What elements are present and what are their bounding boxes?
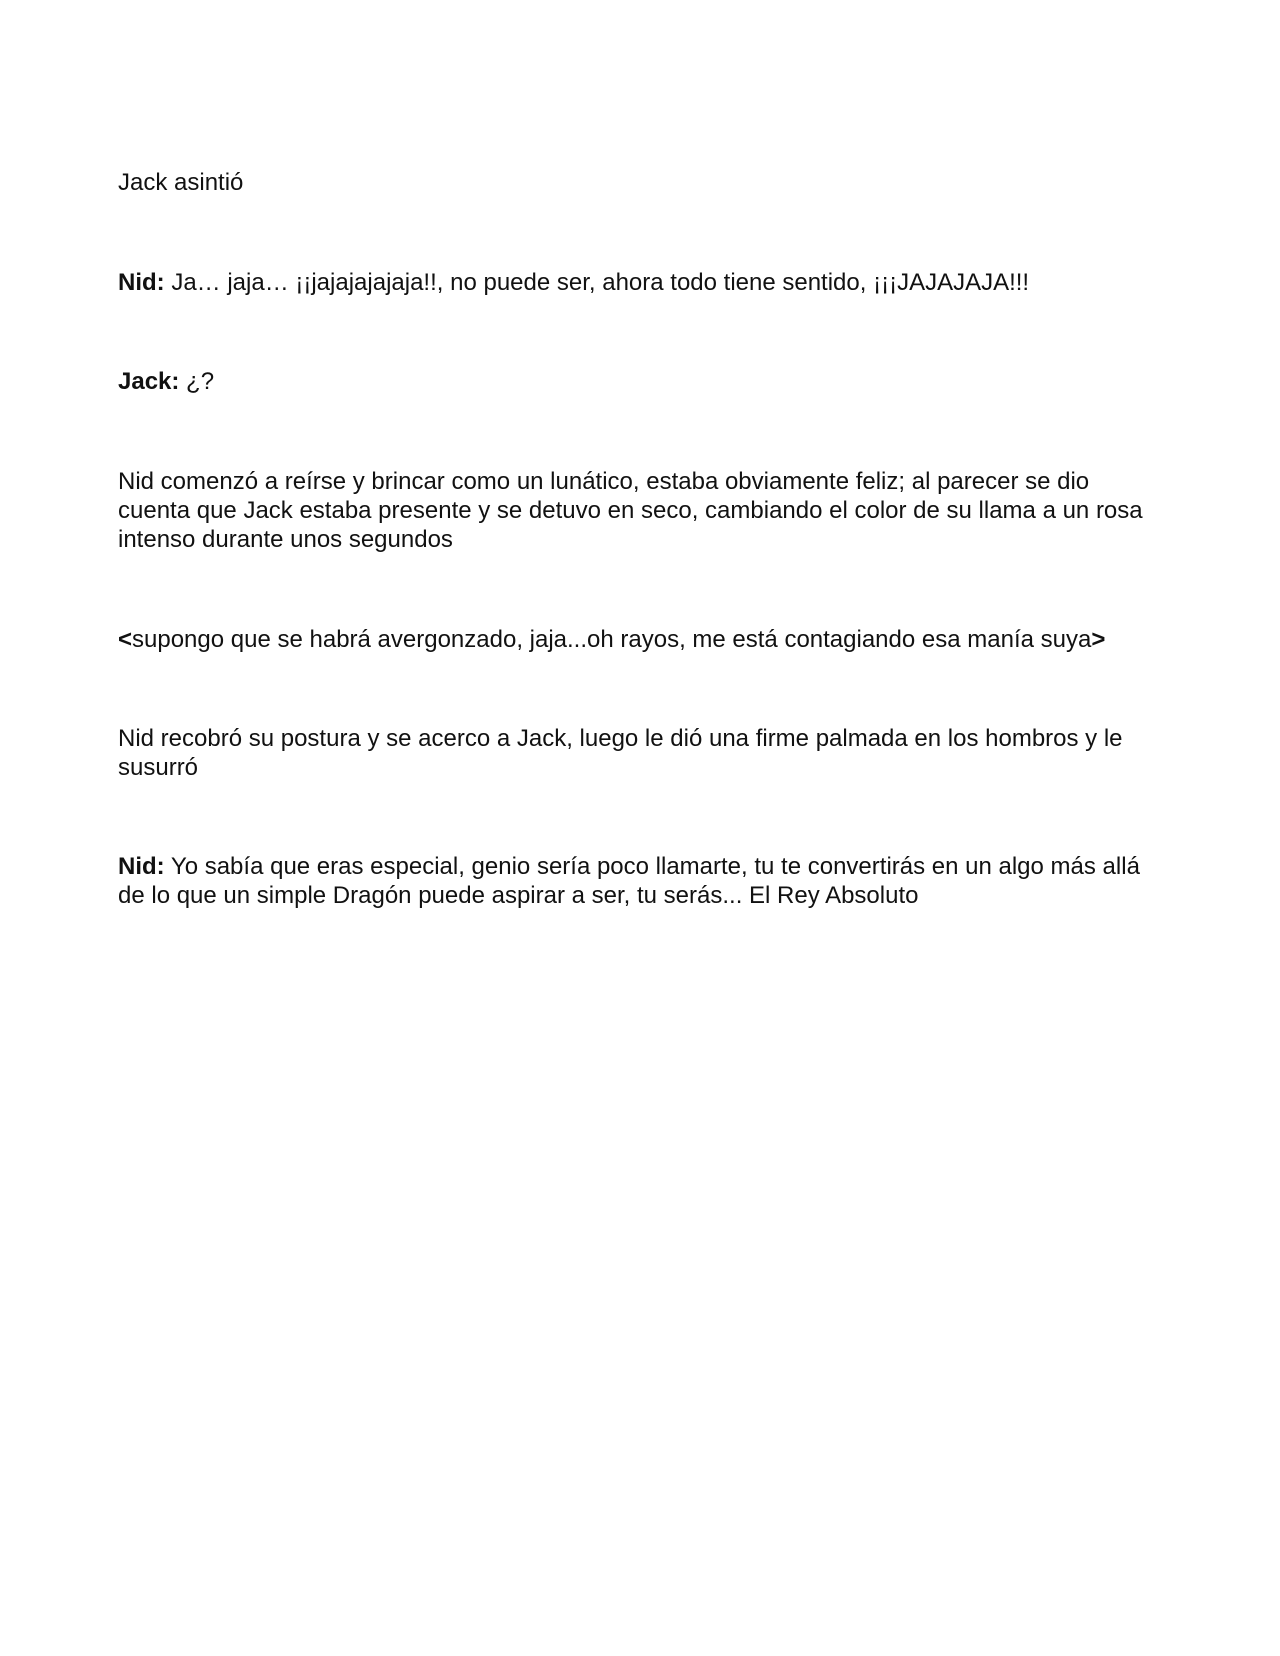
dialogue-text: Ja… jaja… ¡¡jajajajajaja!!, no puede ser, ahora todo tiene sentido, ¡¡¡JAJAJAJA!!! [164, 269, 1030, 296]
dialogue-paragraph [118, 268, 1163, 297]
narration-paragraph [118, 467, 1163, 554]
narration-paragraph [118, 724, 1163, 782]
narration-paragraph [118, 168, 1163, 197]
dialogue-paragraph [118, 367, 1163, 396]
speaker-label: Nid: [118, 853, 165, 880]
thought-close-bracket: > [1091, 626, 1106, 653]
paragraph-text: Jack asintió [118, 169, 244, 196]
speaker-label: Jack: [118, 368, 180, 395]
speaker-label: Nid: [118, 269, 165, 296]
thought-paragraph [118, 625, 1163, 654]
paragraph-text: Nid comenzó a reírse y brincar como un lunático, estaba obviamente feliz; al parecer se dio cuenta que Jack estaba presente y se detuvo en seco, cambiando el color de su llama a un rosa intenso durante unos segundos [118, 468, 1143, 553]
thought-text: supongo que se habrá avergonzado, jaja...oh rayos, me está contagiando esa manía suya [132, 626, 1092, 653]
paragraph-text: Nid recobró su postura y se acerco a Jack, luego le dió una firme palmada en los hombros y le susurró [118, 725, 1123, 781]
dialogue-paragraph [118, 852, 1163, 910]
thought-open-bracket: < [118, 626, 133, 653]
dialogue-text: Yo sabía que eras especial, genio sería poco llamarte, tu te convertirás en un algo más allá de lo que un simple Dragón puede aspirar a ser, tu serás... El Rey Absoluto [118, 853, 1140, 909]
dialogue-text: ¿? [179, 368, 215, 395]
